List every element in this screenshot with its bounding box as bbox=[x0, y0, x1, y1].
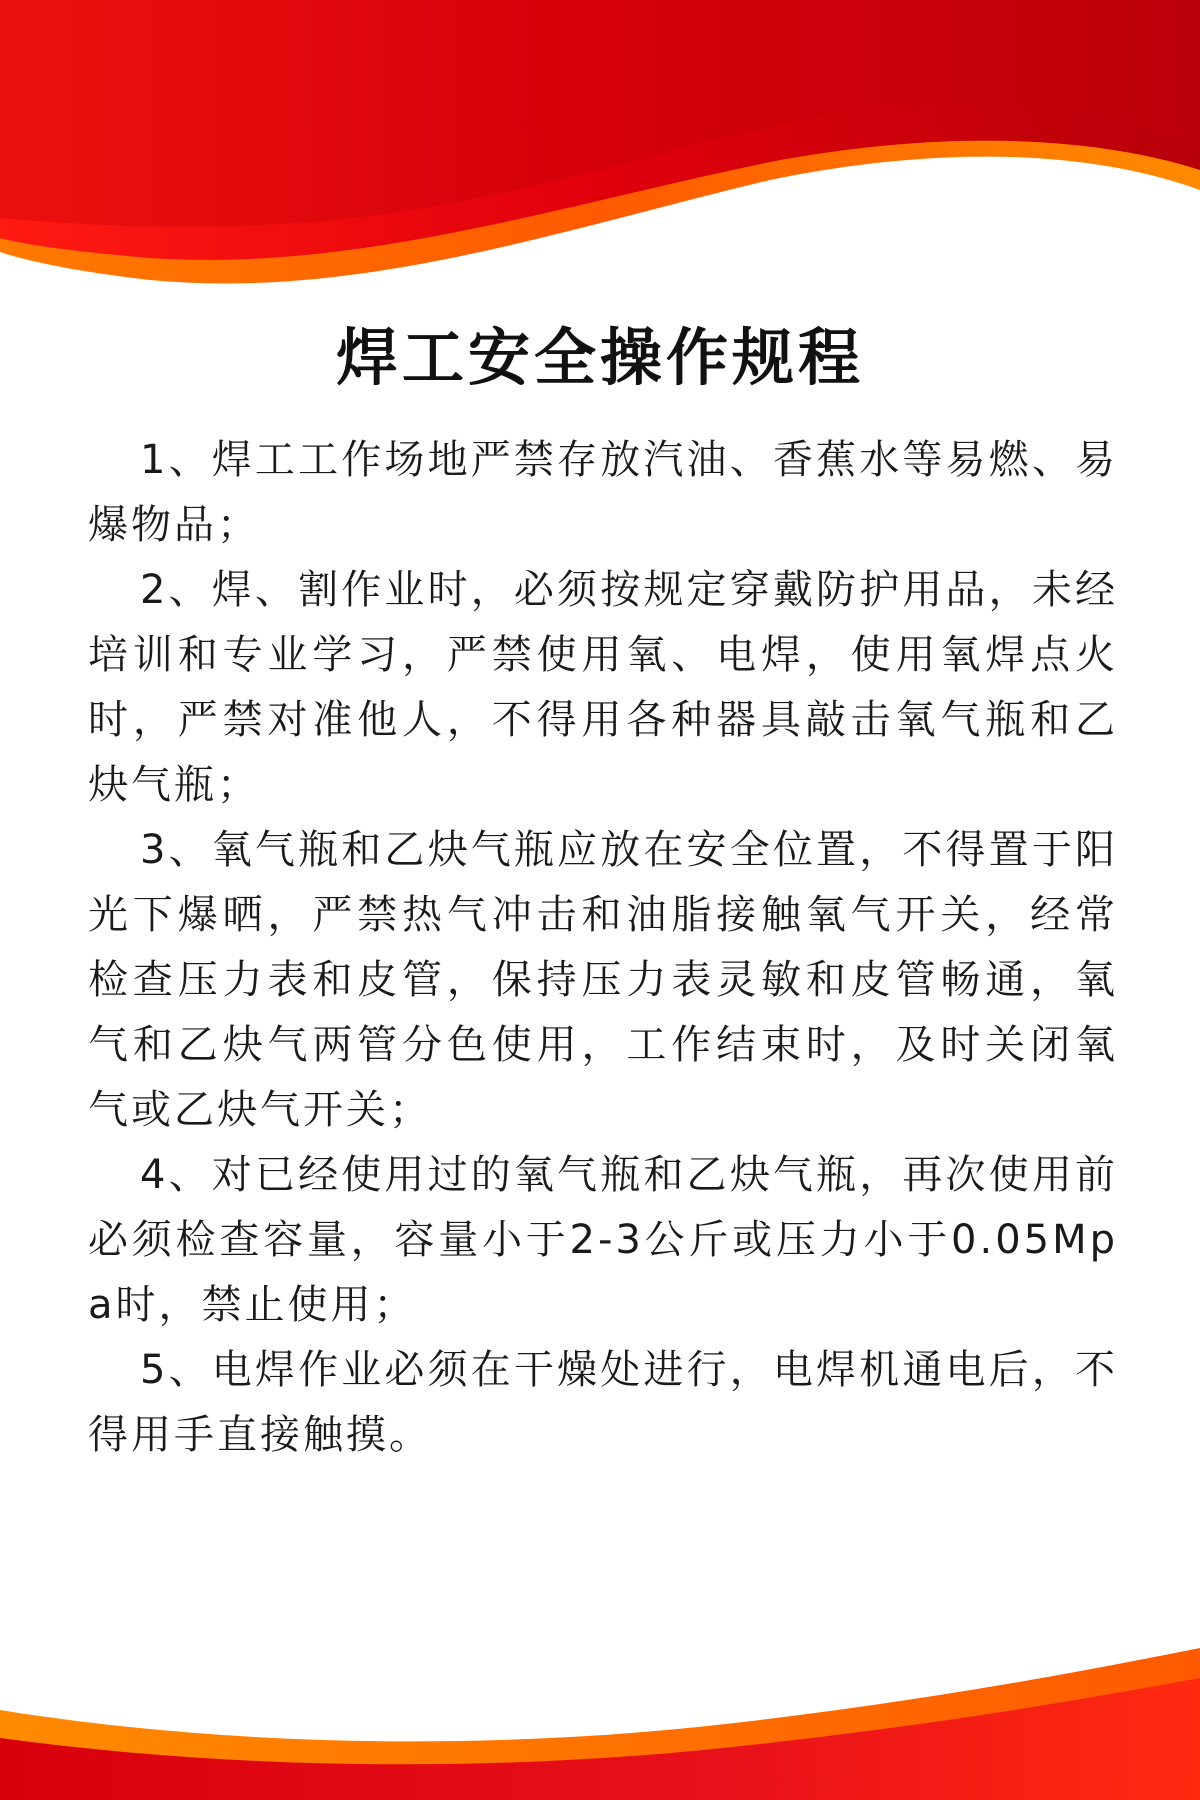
poster-title: 焊工安全操作规程 bbox=[335, 321, 864, 394]
rule-item-3: 3、氧气瓶和乙炔气瓶应放在安全位置，不得置于阳光下爆晒，严禁热气冲击和油脂接触氧气开关，经常检查压力表和皮管，保持压力表灵敏和皮管畅通，氧气和乙炔气两管分色使用，工作结束时，及时关闭氧气或乙炔气开关； bbox=[88, 827, 1118, 1133]
rule-item-5: 5、电焊作业必须在干燥处进行，电焊机通电后，不得用手直接触摸。 bbox=[88, 1347, 1118, 1458]
safety-rules-list bbox=[88, 428, 1118, 1468]
rule-item-1: 1、焊工工作场地严禁存放汽油、香蕉水等易燃、易爆物品； bbox=[88, 437, 1118, 548]
rule-item-4: 4、对已经使用过的氧气瓶和乙炔气瓶，再次使用前必须检查容量，容量小于2-3公斤或压力小于0.05Mpa时，禁止使用； bbox=[88, 1152, 1118, 1328]
top-red-wave-banner bbox=[0, 0, 1200, 320]
rule-item-2: 2、焊、割作业时，必须按规定穿戴防护用品，未经培训和专业学习，严禁使用氧、电焊，使用氧焊点火时，严禁对准他人，不得用各种器具敲击氧气瓶和乙炔气瓶； bbox=[88, 567, 1118, 808]
bottom-red-wave-banner bbox=[0, 1600, 1200, 1800]
